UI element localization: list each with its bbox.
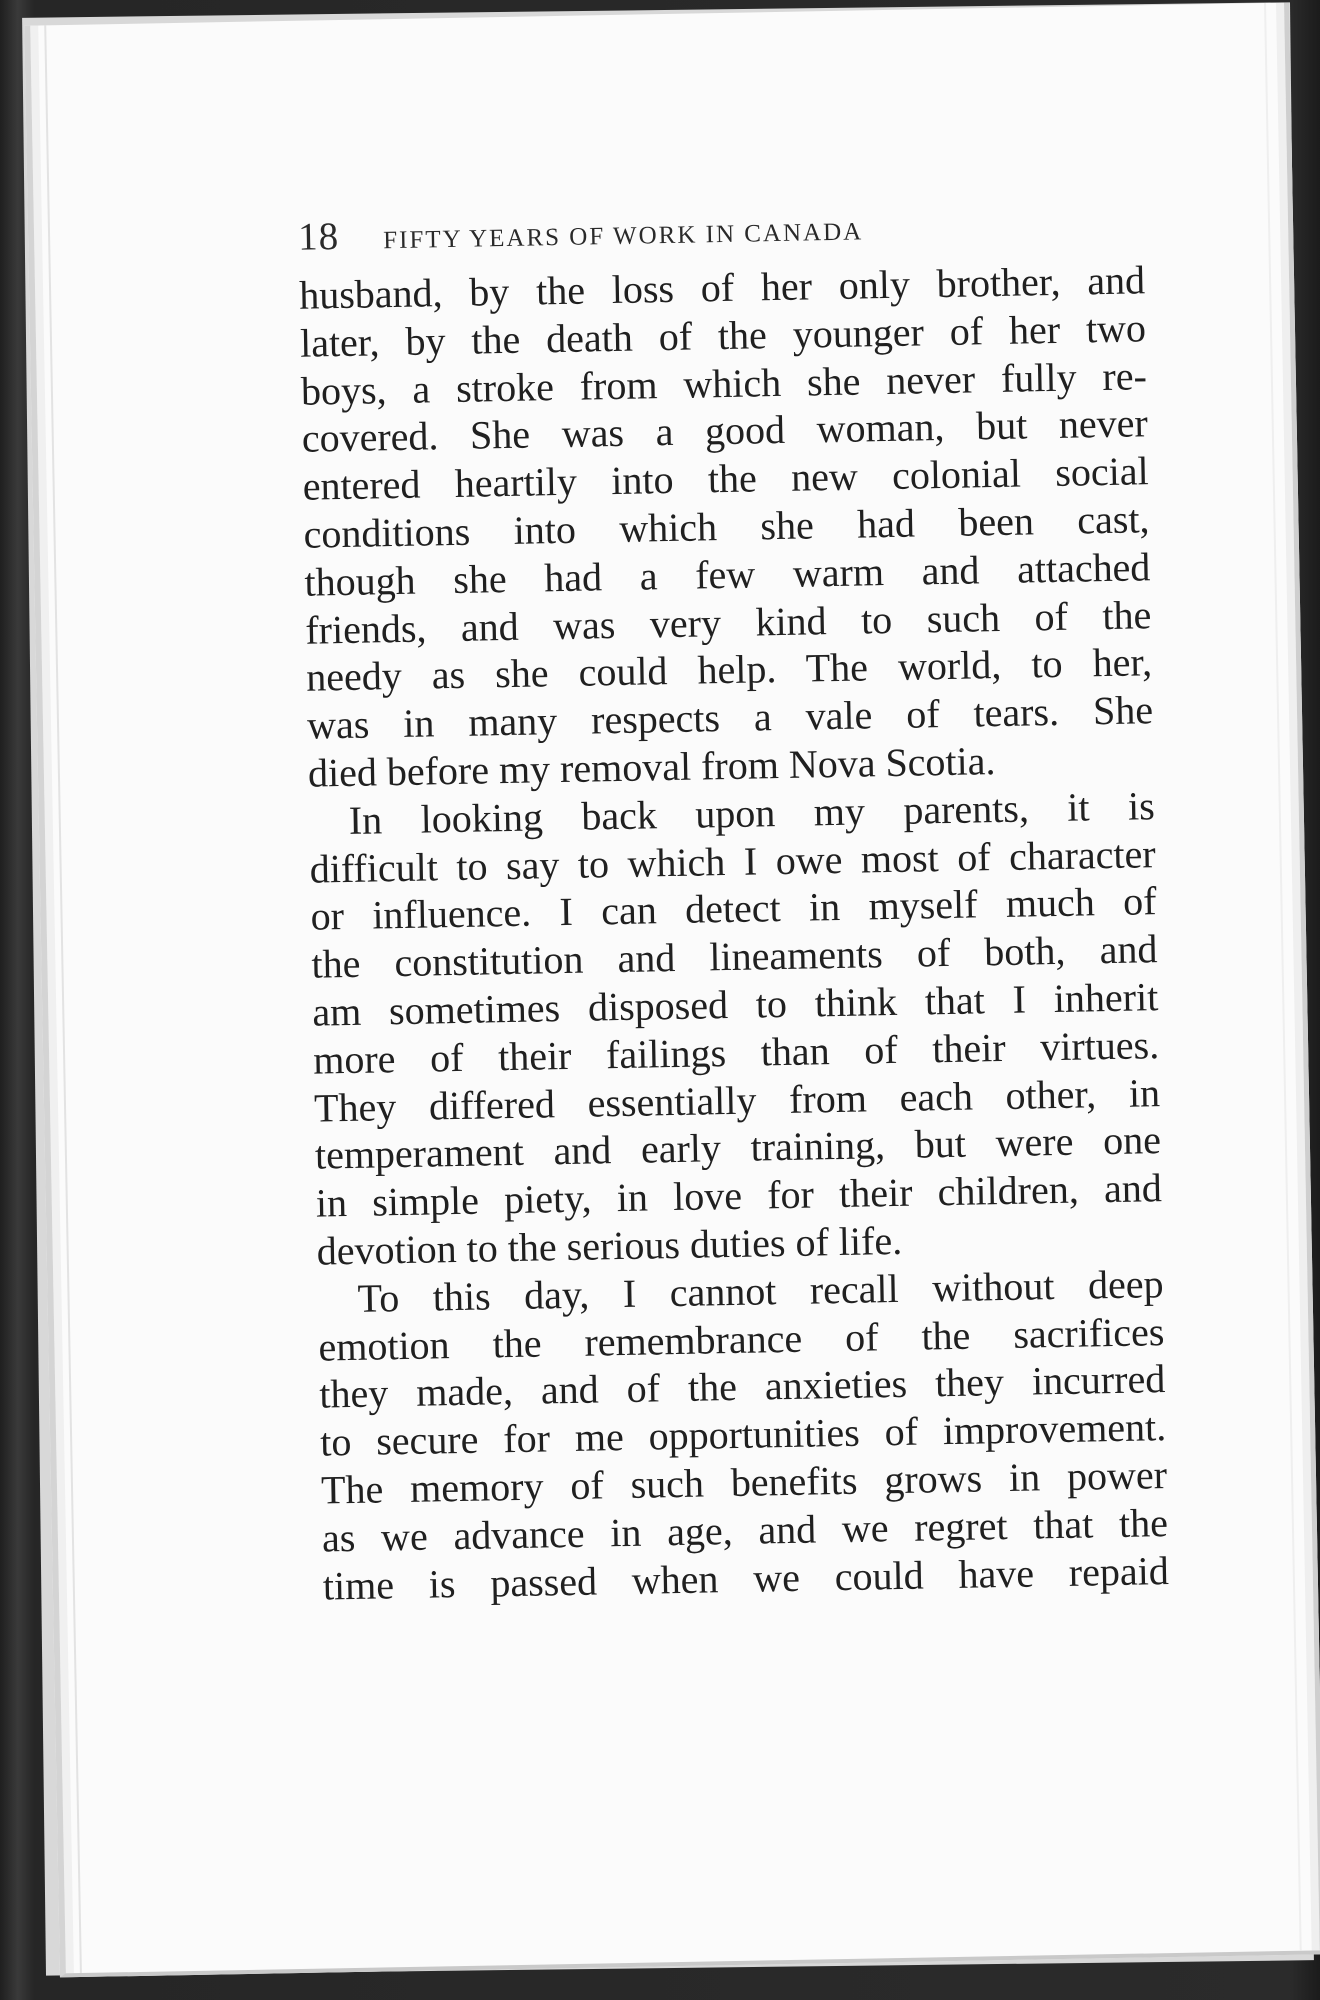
text-line: difficult to say to which I owe most of character — [309, 830, 1156, 892]
book-page — [24, 3, 1320, 1978]
text-line: to secure for me opportunities of improvement. — [319, 1404, 1167, 1465]
paragraph-start-line: In looking back upon my parents, it is — [348, 782, 1156, 843]
text-line: entered heartily into the new colonial social — [302, 448, 1149, 509]
text-line: friends, and was very kind to such of the — [304, 591, 1152, 653]
text-line: covered. She was a good woman, but never — [301, 400, 1149, 462]
text-line: boys, a stroke from which she never fully re- — [300, 352, 1148, 414]
text-line: conditions into which she had been cast, — [303, 496, 1150, 557]
body-text — [299, 256, 1169, 1610]
text-line: temperament and early training, but were one — [314, 1117, 1162, 1178]
running-head-title: FIFTY YEARS OF WORK IN CANADA — [382, 218, 864, 255]
text-line: or influence. I can detect in myself much of — [310, 878, 1157, 940]
text-line: later, by the death of the younger of her two — [299, 305, 1147, 366]
text-line: died before my removal from Nova Scotia. — [307, 738, 996, 796]
text-line: The memory of such benefits grows in power — [320, 1451, 1168, 1513]
text-line: time is passed when we could have repaid — [322, 1547, 1170, 1609]
paragraph-start-line: To this day, I cannot recall without deep — [357, 1260, 1164, 1321]
page-content — [298, 199, 1169, 1610]
text-line: am sometimes disposed to think that I inherit — [311, 974, 1159, 1035]
text-line: though she had a few warm and attached — [304, 543, 1151, 605]
running-head — [298, 199, 1145, 259]
text-line: the constitution and lineaments of both, and — [311, 926, 1158, 987]
text-line: more of their failings than of their virtues. — [312, 1021, 1160, 1083]
text-line: they made, and of the anxieties they incurred — [318, 1356, 1166, 1417]
text-line: was in many respects a vale of tears. She — [306, 687, 1154, 748]
text-line: as we advance in age, and we regret that the — [321, 1499, 1169, 1561]
text-line: emotion the remembrance of the sacrifices — [318, 1308, 1165, 1370]
page-number: 18 — [297, 215, 340, 259]
text-line: needy as she could help. The world, to her, — [305, 639, 1153, 701]
text-line: in simple piety, in love for their children, and — [315, 1165, 1163, 1226]
text-line: husband, by the loss of her only brother, and — [298, 257, 1146, 318]
text-line: devotion to the serious duties of life. — [316, 1217, 903, 1274]
text-line: They differed essentially from each other, in — [313, 1069, 1161, 1131]
